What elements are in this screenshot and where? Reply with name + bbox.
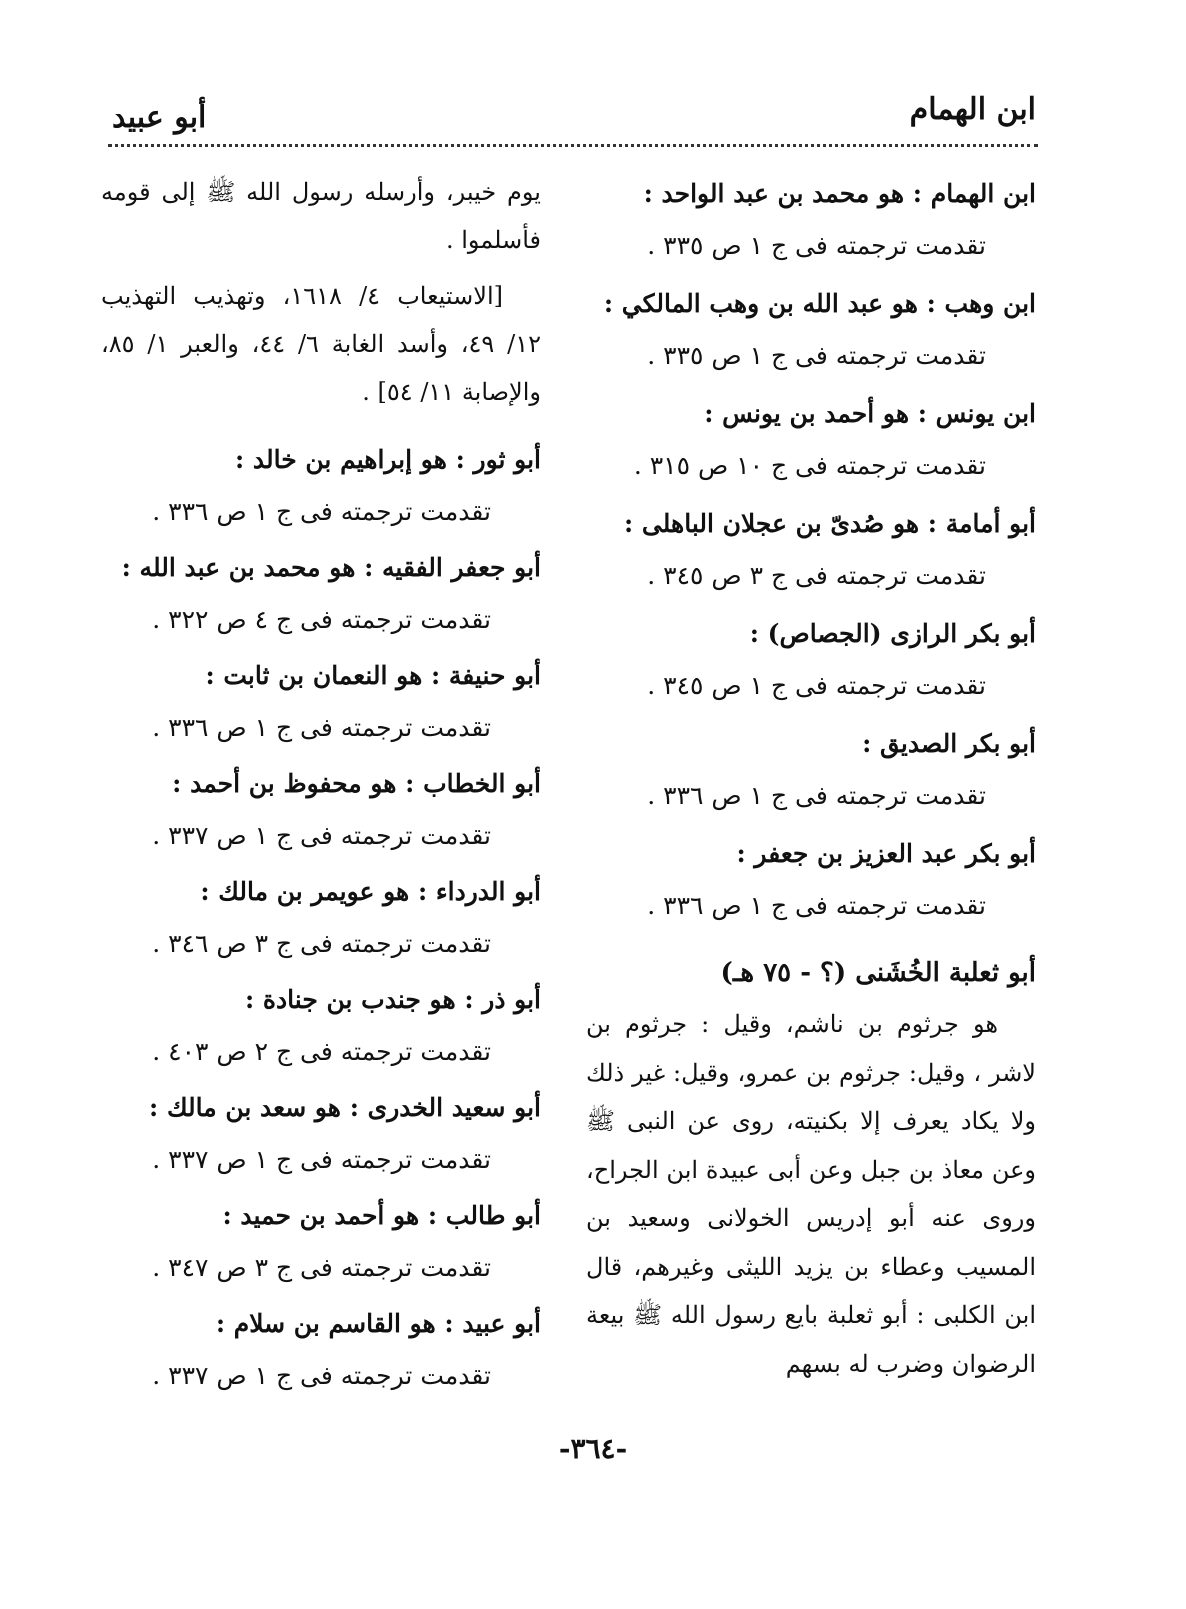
running-header-left: أبو عبيد (112, 100, 207, 135)
running-header-right: ابن الهمام (909, 92, 1036, 127)
entry (586, 388, 1036, 492)
entry-reference: تقدمت ترجمته فى ج ١٠ ص ٣١٥ . (633, 451, 986, 480)
entry-reference: تقدمت ترجمته فى ج ١ ص ٣٣٥ . (647, 341, 986, 370)
entry-name: أبو حنيفة : هو النعمان بن ثابت : (205, 661, 541, 690)
entry-name: أبو الدرداء : هو عويمر بن مالك : (200, 877, 541, 906)
biography-text (586, 1000, 1036, 1388)
entry-name: أبو بكر الصديق : (862, 729, 1036, 758)
entry (101, 1082, 541, 1186)
entry-name: أبو ذر : هو جندب بن جنادة : (245, 985, 541, 1014)
entry (101, 866, 541, 970)
entry-name: أبو عبيد : هو القاسم بن سلام : (215, 1309, 541, 1338)
entry-reference: تقدمت ترجمته فى ج ١ ص ٣٣٦ . (152, 497, 491, 526)
entry (101, 434, 541, 538)
entry-reference: تقدمت ترجمته فى ج ١ ص ٣٣٦ . (647, 781, 986, 810)
entry-name: أبو جعفر الفقيه : هو محمد بن عبد الله : (121, 553, 541, 582)
right-column (586, 168, 1036, 1388)
citation (101, 272, 541, 416)
entry-name: أبو الخطاب : هو محفوظ بن أحمد : (172, 769, 541, 798)
header-dotted-rule (108, 144, 1038, 147)
entry-name: ابن وهب : هو عبد الله بن وهب المالكي : (603, 289, 1036, 318)
entry-reference: تقدمت ترجمته فى ج ١ ص ٣٣٧ . (152, 821, 491, 850)
entry-reference: تقدمت ترجمته فى ج ٤ ص ٣٢٢ . (152, 605, 491, 634)
entry-name: ابن يونس : هو أحمد بن يونس : (704, 399, 1036, 428)
entry (101, 650, 541, 754)
entry-name: أبو ثور : هو إبراهيم بن خالد : (234, 445, 541, 474)
entry (586, 168, 1036, 272)
entry (101, 542, 541, 646)
entry (101, 758, 541, 862)
page-number: -٣٦٤- (558, 1432, 628, 1465)
entry-name: أبو سعيد الخدرى : هو سعد بن مالك : (149, 1093, 541, 1122)
entry (101, 1190, 541, 1294)
entry (101, 974, 541, 1078)
biography-continuation: يوم خيبر، وأرسله رسول الله ﷺ إلى قومه فأسلموا . (101, 178, 541, 254)
entry-reference: تقدمت ترجمته فى ج ١ ص ٣٣٦ . (152, 713, 491, 742)
entry-reference: تقدمت ترجمته فى ج ٣ ص ٣٤٥ . (647, 561, 986, 590)
entry-reference: تقدمت ترجمته فى ج ١ ص ٣٣٧ . (152, 1361, 491, 1390)
entry-reference: تقدمت ترجمته فى ج ١ ص ٣٤٥ . (647, 671, 986, 700)
entry-name: أبو طالب : هو أحمد بن حميد : (222, 1201, 541, 1230)
entry-reference: تقدمت ترجمته فى ج ١ ص ٣٣٦ . (647, 891, 986, 920)
entry (586, 718, 1036, 822)
entry-reference: تقدمت ترجمته فى ج ١ ص ٣٣٥ . (647, 231, 986, 260)
left-column (101, 168, 541, 1406)
entry (101, 1298, 541, 1402)
entry-name: أبو بكر عبد العزيز بن جعفر : (736, 839, 1036, 868)
entry-reference: تقدمت ترجمته فى ج ١ ص ٣٣٧ . (152, 1145, 491, 1174)
entry (586, 608, 1036, 712)
entry (586, 278, 1036, 382)
entry-reference: تقدمت ترجمته فى ج ٢ ص ٤٠٣ . (152, 1037, 491, 1066)
biography-body: هو جرثوم بن ناشم، وقيل : جرثوم بن لاشر ، وقيل: جرثوم بن عمرو، وقيل: غير ذلك ولا يكاد يعرف إلا بكنيته، روى عن النبى ﷺ وعن معاذ بن جبل وعن أبى عبيدة ابن الجراح، وروى عنه أبو إدريس الخولانى وسعيد بن المسيب وعطاء بن يزيد الليثى وغيرهم، قال ابن الكلبى : أبو ثعلبة بايع رسول الله ﷺ بيعة الرضوان وضرب له بسهم (586, 1010, 1036, 1378)
entry-name: ابن الهمام : هو محمد بن عبد الواحد : (643, 179, 1036, 208)
entry (586, 498, 1036, 602)
biography-title: أبو ثعلبة الخُشَنى (؟ - ٧٥ هـ) (720, 958, 1036, 988)
citation-text: [الاستيعاب ٤/ ١٦١٨، وتهذيب التهذيب ١٢/ ٤٩، وأسد الغابة ٦/ ٤٤، والعبر ١/ ٨٥، والإصابة ١١/ ٥٤] . (101, 282, 541, 406)
entry-reference: تقدمت ترجمته فى ج ٣ ص ٣٤٧ . (152, 1253, 491, 1282)
entry-name: أبو بكر الرازى (الجصاص) : (749, 619, 1036, 648)
entry-reference: تقدمت ترجمته فى ج ٣ ص ٣٤٦ . (152, 929, 491, 958)
entry-name: أبو أمامة : هو صُدىّ بن عجلان الباهلى : (623, 509, 1036, 538)
entry (586, 828, 1036, 932)
